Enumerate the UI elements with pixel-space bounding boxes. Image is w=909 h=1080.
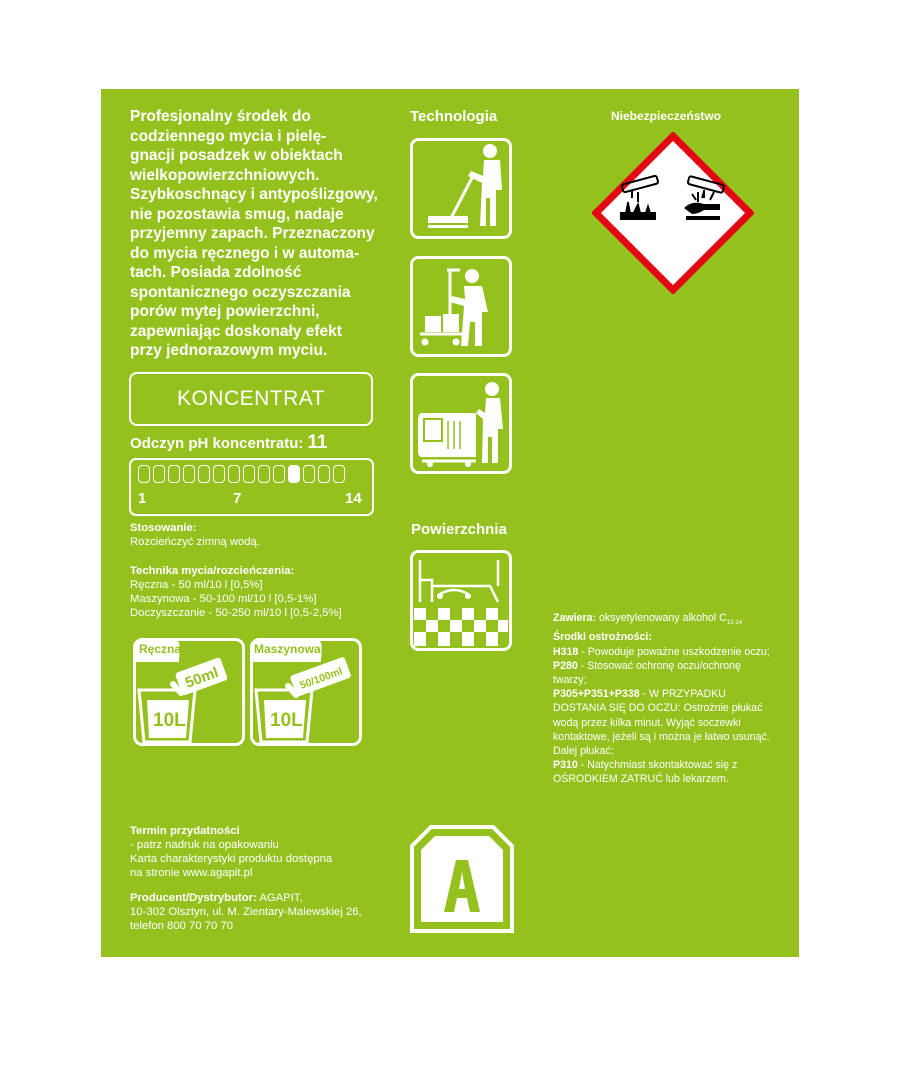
ph-cell <box>303 465 315 483</box>
precaution-line <box>553 687 798 701</box>
precaution-line <box>553 716 798 730</box>
hazard-title: Niebezpieczeństwo <box>611 109 722 123</box>
description-line: codziennego mycia i pielę- <box>130 127 327 145</box>
description-line: wielkopowierzchniowych. <box>130 166 320 184</box>
ph-scale <box>129 458 374 516</box>
precaution-code: H318 <box>553 645 579 658</box>
ph-cell <box>243 465 255 483</box>
surface-title: Powierzchnia <box>411 521 507 538</box>
description-line: do mycia ręcznego i w automa- <box>130 244 360 262</box>
mop-cleaning-icon <box>410 138 512 239</box>
shelf-life-line: - patrz nadruk na opakowaniu <box>130 839 279 851</box>
ph-cell <box>333 465 345 483</box>
contains-text: oksyetylenowany alkohol C <box>598 612 727 624</box>
ph-cell <box>258 465 270 483</box>
technology-machine-pictogram <box>410 373 512 474</box>
ph-cell <box>183 465 195 483</box>
cleaning-cart-icon <box>410 256 512 357</box>
ph-value: 11 <box>307 432 328 453</box>
hazard-pictogram <box>592 132 754 299</box>
usage-text: Rozcieńczyć zimną wodą. <box>130 536 260 548</box>
precaution-line <box>553 673 798 687</box>
corrosive-hazard-icon <box>592 132 754 294</box>
description-line: przy jednorazowym myciu. <box>130 342 328 359</box>
description-line: porów mytej powierzchni, <box>130 303 320 320</box>
shelf-life-title: Termin przydatności <box>130 825 240 837</box>
technique-title: Technika mycia/rozcieńczenia: <box>130 565 295 577</box>
ph-cell <box>288 465 300 483</box>
surface-pictogram <box>410 550 512 651</box>
usage-section <box>130 521 260 549</box>
agapit-logo <box>409 824 515 939</box>
ph-scale-mid: 7 <box>233 490 242 507</box>
precaution-text: - W PRZYPADKU <box>639 688 726 701</box>
technique-line: Doczyszczanie - 50-250 ml/10 l [0,5-2,5%] <box>130 607 342 619</box>
description-line: spontanicznego oczyszczania <box>130 283 351 301</box>
technique-section <box>130 564 342 620</box>
safety-information <box>553 611 798 787</box>
precaution-text: - Natychmiast skontaktować się z <box>577 759 738 772</box>
ph-cell <box>168 465 180 483</box>
precaution-text: - Powoduje poważne uszkodzenie oczu; <box>578 645 770 658</box>
ph-cell <box>138 465 150 483</box>
producer-line: 10-302 Olsztyn, ul. M. Zientary-Malewskiej 26, <box>130 906 362 918</box>
description-line: Szybkoschnący i antypoślizgowy, <box>130 186 378 203</box>
precaution-code: P305+P351+P338 <box>553 688 640 701</box>
ph-cell <box>318 465 330 483</box>
ph-cell <box>213 465 225 483</box>
scrubber-machine-icon <box>410 373 512 474</box>
precaution-line <box>553 659 798 673</box>
shelf-life-line: na stronie www.agapit.pl <box>130 867 253 879</box>
agapit-logo-icon <box>409 824 515 934</box>
precaution-text: OŚRODKIEM ZATRUĆ lub lekarzem. <box>553 773 729 786</box>
ph-scale-min: 1 <box>138 490 147 507</box>
precaution-code: P280 <box>553 659 578 672</box>
ph-cell <box>153 465 165 483</box>
technology-mop-pictogram <box>410 138 512 239</box>
description-line: gnacji posadzek w obiektach <box>130 147 343 164</box>
producer-line: telefon 800 70 70 70 <box>130 920 234 932</box>
floor-surface-icon <box>410 550 512 651</box>
ph-scale-cells <box>138 465 345 483</box>
contains-label: Zawiera: <box>553 612 596 624</box>
product-description <box>130 107 380 361</box>
shelf-life-section <box>130 824 332 880</box>
precaution-text: DOSTANIA SIĘ DO OCZU: Ostrożnie płukać <box>553 702 763 715</box>
description-line: Profesjonalny środek do <box>130 108 311 125</box>
producer-section <box>130 891 362 933</box>
dosage-manual-volume: 10L <box>153 710 186 731</box>
technology-title: Technologia <box>410 108 498 125</box>
dosage-manual-label: Ręczna <box>139 642 182 656</box>
precaution-line <box>553 645 798 659</box>
technology-cart-pictogram <box>410 256 512 357</box>
usage-title: Stosowanie: <box>130 522 197 534</box>
dosage-machine-label: Maszynowa <box>254 642 321 656</box>
dosage-machine-amount: 50/100ml <box>298 665 345 692</box>
precaution-line <box>553 701 798 715</box>
precaution-code: P310 <box>553 759 578 772</box>
precaution-text: Dalej płukać; <box>553 744 614 757</box>
ph-title-text: Odczyn pH koncentratu: <box>130 435 304 452</box>
shelf-life-line: Karta charakterystyki produktu dostępna <box>130 853 333 865</box>
precautions-title: Środki ostrożności: <box>553 631 652 644</box>
precaution-text: wodą przez kilka minut. Wyjąć soczewki <box>553 716 741 729</box>
ph-title <box>130 432 327 454</box>
ph-scale-max: 14 <box>345 490 362 507</box>
ph-cell <box>228 465 240 483</box>
precaution-line <box>553 730 798 744</box>
dosage-manual-amount: 50ml <box>182 664 221 692</box>
precaution-text: twarzy; <box>553 673 587 686</box>
description-line: zapewniając doskonały efekt <box>130 322 342 340</box>
producer-title: Producent/Dystrybutor: <box>130 892 257 904</box>
contains-sub: 12-14 <box>726 620 743 627</box>
dosage-manual-pictogram <box>133 638 245 746</box>
technique-line: Maszynowa - 50-100 ml/10 l [0,5-1%] <box>130 593 317 605</box>
koncentrat-badge: KONCENTRAT <box>129 372 373 426</box>
precaution-line <box>553 772 798 786</box>
description-line: tach. Posiada zdolność <box>130 264 302 281</box>
precaution-text: kontaktowe, jeżeli są i można je łatwo usunąć. <box>553 730 770 743</box>
precautions-list <box>553 645 798 787</box>
precaution-line <box>553 744 798 758</box>
product-label <box>101 89 799 957</box>
ph-cell <box>273 465 285 483</box>
ph-cell <box>198 465 210 483</box>
description-line: przyjemny zapach. Przeznaczony <box>130 225 375 242</box>
dosage-machine-volume: 10L <box>270 710 303 731</box>
precaution-line <box>553 758 798 772</box>
precaution-text: - Stosować ochronę oczu/ochronę <box>577 659 741 672</box>
producer-name: AGAPIT, <box>259 892 303 904</box>
dosage-machine-pictogram <box>250 638 362 746</box>
technique-line: Ręczna - 50 ml/10 l [0,5%] <box>130 579 263 591</box>
description-line: nie pozostawia smug, nadaje <box>130 205 344 223</box>
